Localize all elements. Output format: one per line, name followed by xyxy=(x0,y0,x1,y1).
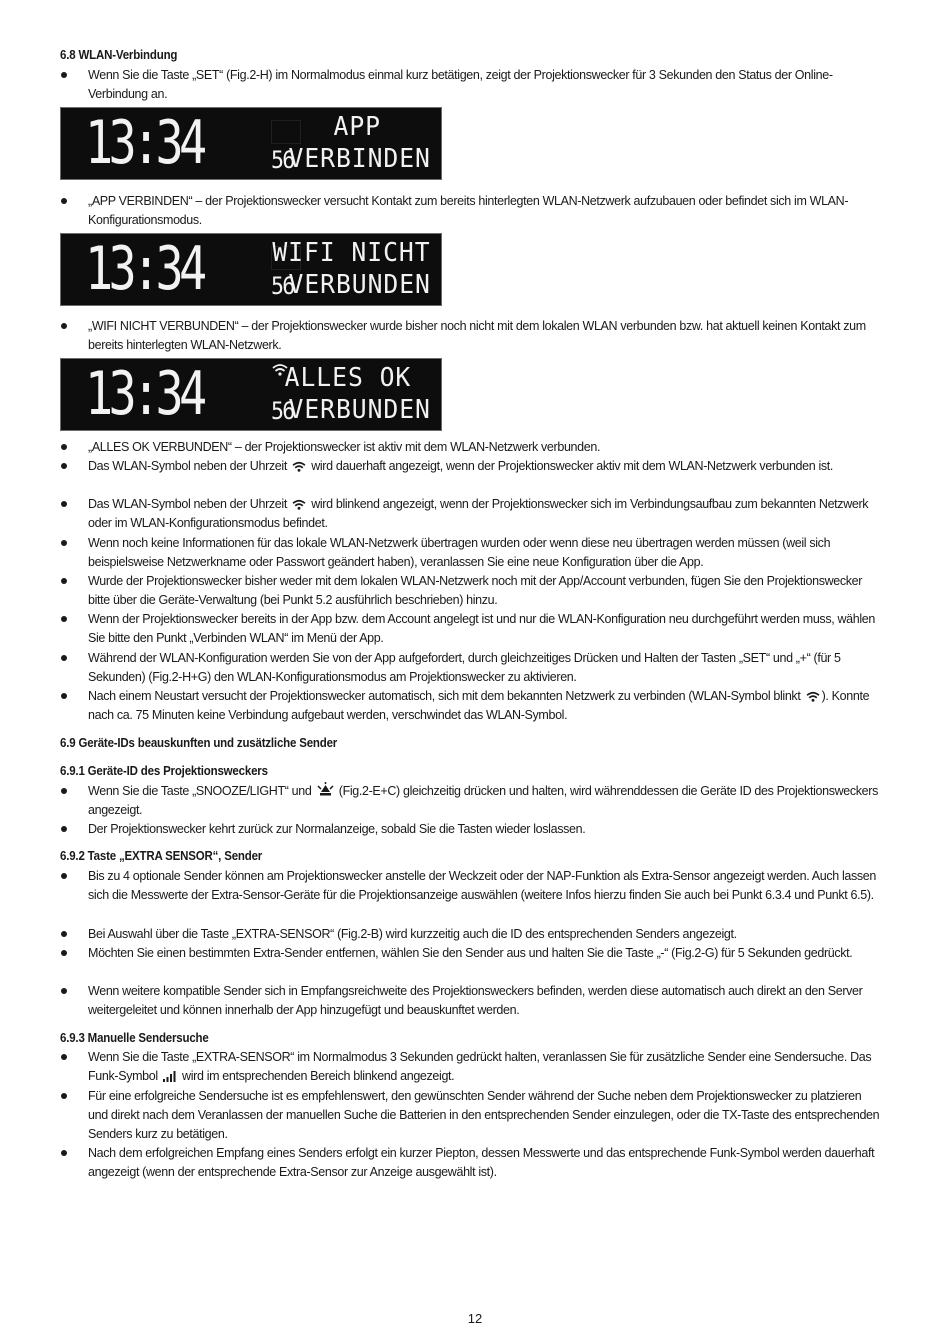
display-seconds: 56 xyxy=(271,146,294,174)
section-heading-6-9-3: 6.9.3 Manuelle Sendersuche xyxy=(60,1031,209,1045)
clock-display-app-verbinden xyxy=(60,107,442,180)
display-line-1: WIFI NICHT xyxy=(272,238,431,268)
list-item: Wenn weitere kompatible Sender sich in Empfangsreichweite des Projektionsweckers befinden, werden diese automatisch auch direkt an den Server weitergeleitet und können innerhalb der App hinzugefügt und beauskunftet werden. xyxy=(88,984,863,1017)
list-item: „WIFI NICHT VERBUNDEN“ – der Projektionswecker wurde bisher noch nicht mit dem lokalen WLAN verbunden bzw. hat aktuell keinen Kontakt zum bereits hinterlegten WLAN-Netzwerk. xyxy=(88,319,866,352)
light-icon xyxy=(317,782,334,797)
wifi-icon xyxy=(292,461,306,472)
list-item: Wenn der Projektionswecker bereits in der App bzw. dem Account angelegt ist und nur die WLAN-Konfiguration neu durchgeführt werden muss, wählen Sie bitte den Punkt „Verbinden WLAN“ im Menü der App. xyxy=(88,612,875,645)
display-seconds: 56 xyxy=(271,397,294,425)
wifi-icon xyxy=(292,499,306,510)
list-item: Für eine erfolgreiche Sendersuche ist es empfehlenswert, den gewünschten Sender während der Suche neben dem Projektionswecker zu platzieren und direkt nach dem Veranlassen der manuellen Suche die Batterien in den entsprechenden Sender einzulegen, oder die TX-Taste des entsprechenden Senders kurz zu betätigen. xyxy=(88,1089,880,1141)
section-heading-6-9-1: 6.9.1 Geräte-ID des Projektionsweckers xyxy=(60,764,268,778)
clock-display-alles-ok-verbunden xyxy=(60,358,442,431)
display-line-2: VERBUNDEN xyxy=(288,270,431,300)
list-item: „APP VERBINDEN“ – der Projektionswecker versucht Kontakt zum bereits hinterlegten WLAN-Netzwerk aufzubauen oder befindet sich im WLAN-Konfigurationsmodus. xyxy=(88,194,849,227)
wifi-icon xyxy=(806,691,820,702)
clock-display-wifi-nicht-verbunden xyxy=(60,233,442,306)
signal-bars-icon xyxy=(163,1071,177,1082)
display-line-1: ALLES OK xyxy=(284,363,411,393)
list-item: Während der WLAN-Konfiguration werden Sie von der App aufgefordert, durch gleichzeitiges Drücken und Halten der Tasten „SET“ und „+“ (für 5 Sekunden) (Fig.2-H+G) den WLAN-Konfigurationsmodus am Projektionswecker zu aktivieren. xyxy=(88,651,841,684)
list-item: Nach dem erfolgreichen Empfang eines Senders erfolgt ein kurzer Piepton, dessen Messwerte und das entsprechende Funk-Symbol werden dauerhaft angezeigt (wenn der entsprechende Extra-Sensor zur Anzeige ausgewählt ist). xyxy=(88,1146,875,1179)
list-item: Wenn Sie die Taste „EXTRA-SENSOR“ im Normalmodus 3 Sekunden gedrückt halten, veranlassen Sie für zusätzliche Sender eine Sendersuche. Das Funk-Symbol wird im entsprechenden Bereich blinkend angezeigt. xyxy=(88,1050,872,1083)
list-item: Der Projektionswecker kehrt zurück zur Normalanzeige, sobald Sie die Tasten wieder loslassen. xyxy=(88,822,586,836)
display-line-2: VERBUNDEN xyxy=(288,395,431,425)
display-line-1: APP xyxy=(333,112,381,142)
list-item: Möchten Sie einen bestimmten Extra-Sender entfernen, wählen Sie den Sender aus und halten Sie die Taste „-“ (Fig.2-G) für 5 Sekunden gedrückt. xyxy=(88,946,853,960)
section-heading-6-9-2: 6.9.2 Taste „EXTRA SENSOR“, Sender xyxy=(60,849,263,863)
list-item: Wenn noch keine Informationen für das lokale WLAN-Netzwerk übertragen wurden oder wenn diese neu übertragen werden müssen (weil sich beispielsweise Netzwerkname oder Passwort geändert haben), veranlassen Sie eine neue Konfiguration über die App. xyxy=(88,536,831,569)
list-item: Das WLAN-Symbol neben der Uhrzeit wird dauerhaft angezeigt, wenn der Projektionswecker aktiv mit dem WLAN-Netzwerk verbunden ist. xyxy=(88,459,834,473)
page-number: 12 xyxy=(467,1311,483,1326)
display-seconds: 56 xyxy=(271,272,294,300)
list-item: Bis zu 4 optionale Sender können am Projektionswecker anstelle der Weckzeit oder der NAP-Funktion als Extra-Sensor angezeigt werden. Auch lassen sich die Messwerte der Extra-Sensor-Geräte für die Projektionsanzeige auswählen (weitere Infos hierzu finden Sie auch bei Punkt 6.3.4 und Punkt 6.5). xyxy=(88,869,877,902)
list-item: Das WLAN-Symbol neben der Uhrzeit wird blinkend angezeigt, wenn der Projektionswecker sich im Verbindungsaufbau zum bekannten Netzwerk oder im WLAN-Konfigurationsmodus befindet. xyxy=(88,497,869,530)
display-clock: 13:34 xyxy=(85,108,203,178)
section-heading-6-9: 6.9 Geräte-IDs beauskunften und zusätzliche Sender xyxy=(60,736,338,750)
list-item: „ALLES OK VERBUNDEN“ – der Projektionswecker ist aktiv mit dem WLAN-Netzwerk verbunden. xyxy=(88,440,601,454)
section-heading-6-8: 6.8 WLAN-Verbindung xyxy=(60,48,178,62)
list-item: Bei Auswahl über die Taste „EXTRA-SENSOR“ (Fig.2-B) wird kurzzeitig auch die ID des entsprechenden Senders angezeigt. xyxy=(88,927,737,941)
list-item: Wenn Sie die Taste „SNOOZE/LIGHT“ und (Fig.2-E+C) gleichzeitig drücken und halten, wird währenddessen die Geräte ID des Projektionsweckers angezeigt. xyxy=(88,784,878,817)
display-clock: 13:34 xyxy=(85,234,203,304)
list-item: Wurde der Projektionswecker bisher weder mit dem lokalen WLAN-Netzwerk noch mit der App/Account verbunden, fügen Sie den Projektionswecker bitte über die Geräte-Verwaltung (bei Punkt 5.2 ausführlich beschrieben) hinzu. xyxy=(88,574,863,607)
list-item: Nach einem Neustart versucht der Projektionswecker automatisch, sich mit dem bekannten Netzwerk zu verbinden (WLAN-Symbol blinkt ). Konnte nach ca. 75 Minuten keine Verbindung aufgebaut werden, verschwindet das WLAN-Symbol. xyxy=(88,689,870,722)
display-line-2: VERBINDEN xyxy=(288,144,431,174)
display-segment-ghost xyxy=(271,120,301,144)
display-clock: 13:34 xyxy=(85,359,203,429)
list-item: Wenn Sie die Taste „SET“ (Fig.2-H) im Normalmodus einmal kurz betätigen, zeigt der Projektionswecker für 3 Sekunden den Status der Online-Verbindung an. xyxy=(88,68,833,101)
